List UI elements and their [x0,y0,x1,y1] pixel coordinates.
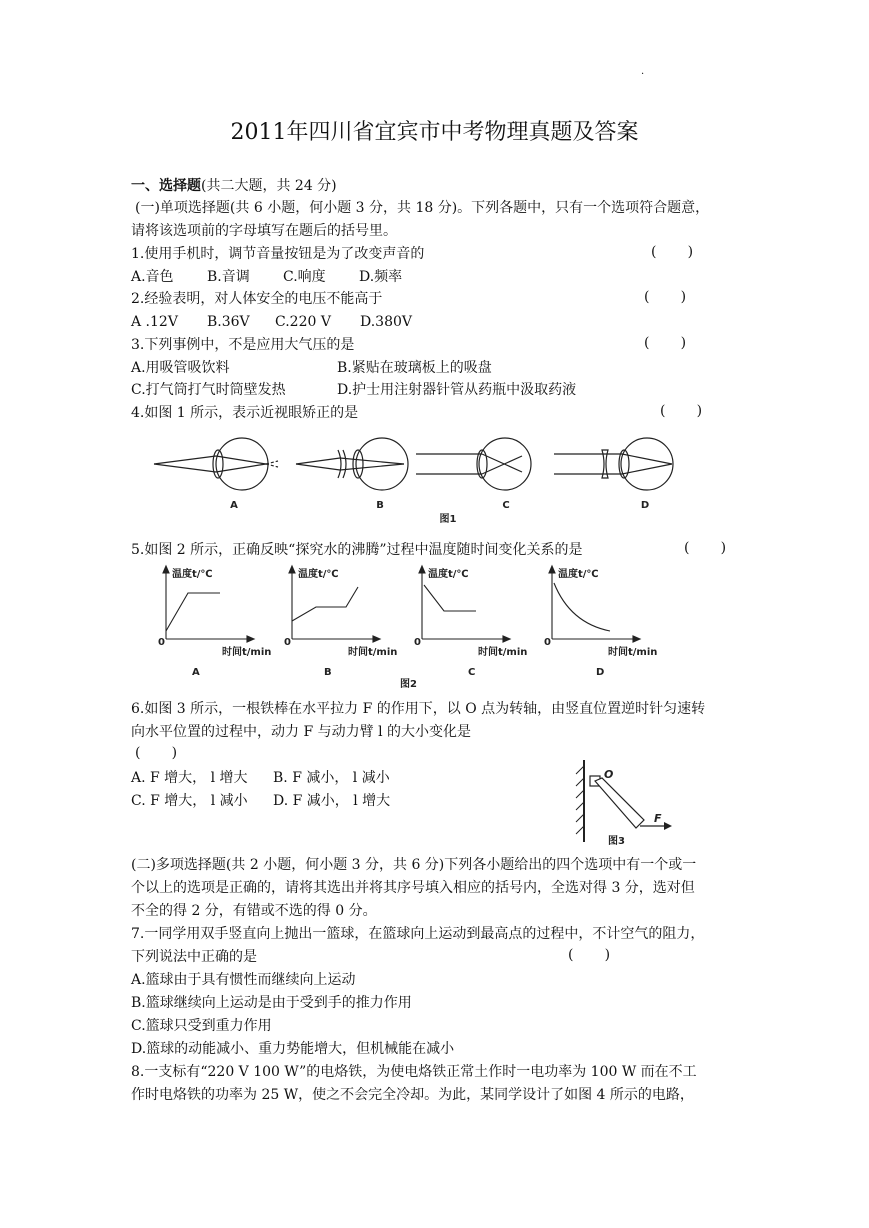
figure-1-eye-diagrams [150,432,680,527]
fig1-label-c: C [502,500,510,511]
q2-option-a: A .12V [131,314,178,330]
fig2-c-origin: 0 [414,637,421,648]
q7-option-d: D.篮球的动能减小、重力势能增大，但机械能在减小 [131,1041,455,1057]
fig2-label-d: D [596,667,605,678]
section-heading [131,176,337,196]
part2-instructions-line2: 个以上的选项是正确的，请将其选出并将其序号填入相应的括号内，全选对得 3 分，选对但 [131,880,695,896]
fig3-pivot-label: O [604,768,614,781]
q6-answer-blank: ( ) [135,745,178,761]
q1-option-c: C.响度 [283,269,326,285]
q8-stem-line2: 作时电烙铁的功率为 25 W，使之不会完全冷却。为此，某同学设计了如图 4 所示的电路， [131,1087,694,1103]
q7-option-b: B.篮球继续向上运动是由于受到手的推力作用 [131,995,412,1011]
q1-stem: 1.使用手机时，调节音量按钮是为了改变声音的 [131,246,425,262]
q3-stem: 3.下列事例中，不是应用大气压的是 [131,337,355,353]
q2-stem: 2.经验表明，对人体安全的电压不能高于 [131,291,383,307]
q3-option-b: B.紧贴在玻璃板上的吸盘 [337,360,492,376]
part1-instructions-line2: 请将该选项前的字母填写在题后的括号里。 [131,223,397,239]
figure-3-lever [568,752,688,852]
fig2-d-xlabel: 时间t/min [608,647,658,658]
fig1-eye-a [154,438,278,490]
fig3-force-label: F [654,812,662,825]
fig2-c-ylabel: 温度t/℃ [428,569,469,580]
q7-stem-line2: 下列说法中正确的是 [131,949,257,965]
q3-option-d: D.护士用注射器针管从药瓶中汲取药液 [337,382,577,398]
q7-answer-blank: ( ) [568,947,611,963]
fig2-b-origin: 0 [284,637,291,648]
part2-instructions-line1: (二)多项选择题(共 2 小题，何小题 3 分，共 6 分)下列各小题给出的四个选项中有一个或一 [131,857,697,873]
q3-answer-blank: ( ) [644,335,687,351]
fig1-label-d: D [640,500,650,511]
part1-instructions-line1: (一)单项选择题(共 6 小题，何小题 3 分，共 18 分)。下列各题中，只有一个选项符合题意， [135,200,710,216]
q6-stem-line1: 6.如图 3 所示，一根铁棒在水平拉力 F 的作用下，以 O 点为转轴，由竖直位置逆时针匀速转 [131,701,706,717]
q1-answer-blank: ( ) [651,244,694,260]
fig2-label-b: B [324,667,332,678]
fig2-d-ylabel: 温度t/℃ [558,569,599,580]
section-heading-label: 一、选择题 [131,178,201,194]
fig1-eye-b [296,438,408,490]
fig2-a-xlabel: 时间t/min [222,647,272,658]
q5-answer-blank: ( ) [684,540,727,556]
q2-answer-blank: ( ) [644,289,687,305]
q1-option-b: B.音调 [207,269,250,285]
fig1-eye-d [554,438,673,490]
fig2-label-c: C [468,667,476,678]
fig2-a-ylabel: 温度t/℃ [172,569,213,580]
figure-2-temperature-graphs [150,563,680,693]
q7-option-a: A.篮球由于具有惯性而继续向上运动 [131,972,356,988]
q3-option-c: C.打气筒打气时筒壁发热 [131,382,286,398]
fig1-caption: 图1 [439,514,457,525]
fig2-a-origin: 0 [158,637,165,648]
q2-option-d: D.380V [360,314,413,330]
fig2-label-a: A [192,667,200,678]
q8-stem-line1: 8.一支标有“220 V 100 W”的电烙铁，为使电烙铁正常土作时一电功率为 100 W 而在不工 [131,1064,697,1080]
fig1-label-a: A [230,500,238,511]
q5-stem: 5.如图 2 所示，正确反映“探究水的沸腾”过程中温度随时间变化关系的是 [131,542,583,558]
q6-stem-line2: 向水平位置的过程中，动力 F 与动力臂 l 的大小变化是 [131,724,471,740]
q2-option-b: B.36V [207,314,250,330]
fig2-caption: 图2 [400,679,417,690]
q3-option-a: A.用吸管吸饮料 [131,360,230,376]
fig3-caption: 图3 [608,836,625,847]
q1-option-d: D.频率 [359,269,403,285]
fig2-d-origin: 0 [544,637,551,648]
section-heading-note: (共二大题，共 24 分) [201,178,337,194]
q6-option-c: C. F 增大， l 减小 [131,793,248,809]
q2-option-c: C.220 V [275,314,331,330]
fig2-b-ylabel: 温度t/℃ [298,569,339,580]
q6-option-b: B. F 减小， l 减小 [273,770,390,786]
q6-option-d: D. F 减小， l 增大 [273,793,391,809]
header-dot: . [641,66,645,77]
q4-answer-blank: ( ) [660,403,703,419]
page-title: 2011年四川省宜宾市中考物理真题及答案 [230,120,639,145]
q1-option-a: A.音色 [131,269,174,285]
fig2-c-xlabel: 时间t/min [478,647,528,658]
q4-stem: 4.如图 1 所示，表示近视眼矫正的是 [131,405,359,421]
part2-instructions-line3: 不全的得 2 分，有错或不选的得 0 分。 [131,903,377,919]
fig1-eye-c [416,438,531,490]
q7-stem-line1: 7.一同学用双手竖直向上抛出一篮球，在篮球向上运动到最高点的过程中，不计空气的阻力， [131,926,705,942]
q7-option-c: C.篮球只受到重力作用 [131,1018,272,1034]
fig1-label-b: B [376,500,384,511]
fig2-b-xlabel: 时间t/min [348,647,398,658]
q6-option-a: A. F 增大， l 增大 [131,770,248,786]
